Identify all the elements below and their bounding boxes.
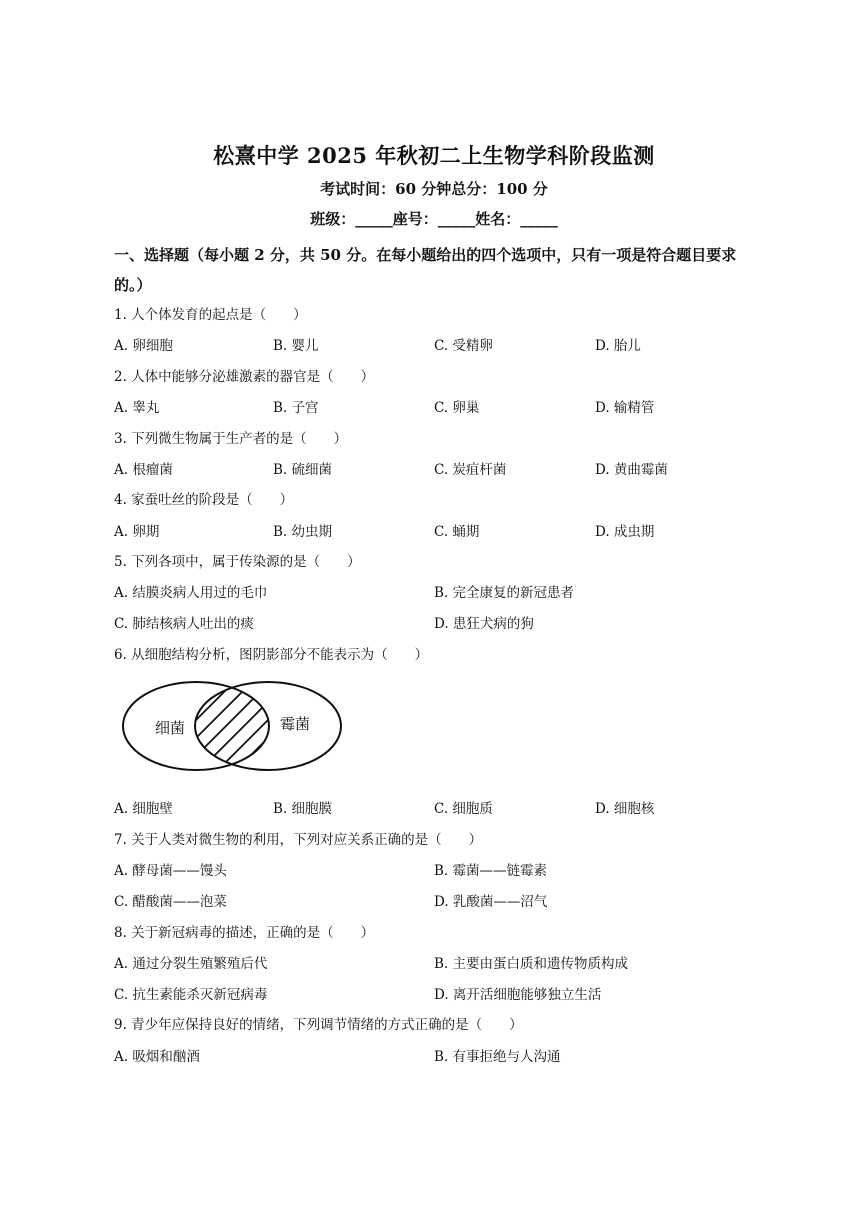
student-info-line: 班级：_____座号：_____姓名：_____: [310, 210, 558, 228]
option-a: A. 结膜炎病人用过的毛巾: [114, 585, 268, 601]
option-a: A. 细胞壁: [114, 801, 173, 817]
option-a: A. 酵母菌——馒头: [114, 863, 227, 879]
question-stem: 7. 关于人类对微生物的利用，下列对应关系正确的是（ ）: [114, 832, 483, 848]
option-a: A. 根瘤菌: [114, 462, 173, 478]
option-c: C. 细胞质: [434, 801, 493, 817]
option-a: A. 睾丸: [114, 400, 160, 416]
option-d: D. 乳酸菌——沼气: [434, 894, 548, 910]
option-c: C. 卵巢: [434, 400, 480, 416]
exam-time-score: 考试时间：60 分钟总分：100 分: [320, 180, 548, 198]
option-d: D. 黄曲霉菌: [595, 462, 668, 478]
question-stem: 3. 下列微生物属于生产者的是（ ）: [114, 431, 348, 447]
question-stem: 4. 家蚕吐丝的阶段是（ ）: [114, 492, 294, 508]
venn-left-label: 细菌: [155, 719, 186, 737]
option-a: A. 吸烟和酗酒: [114, 1049, 200, 1065]
option-b: B. 有事拒绝与人沟通: [434, 1049, 561, 1065]
option-b: B. 完全康复的新冠患者: [434, 585, 575, 601]
option-a: A. 卵细胞: [114, 338, 173, 354]
option-c: C. 炭疽杆菌: [434, 462, 507, 478]
option-b: B. 婴儿: [273, 338, 319, 354]
question-stem: 9. 青少年应保持良好的情绪，下列调节情绪的方式正确的是（ ）: [114, 1017, 523, 1033]
option-b: B. 子宫: [273, 400, 319, 416]
option-b: B. 幼虫期: [273, 524, 333, 540]
option-b: B. 主要由蛋白质和遗传物质构成: [434, 956, 629, 972]
question-stem: 2. 人体中能够分泌雄激素的器官是（ ）: [114, 369, 375, 385]
option-b: B. 硫细菌: [273, 462, 333, 478]
question-stem: 5. 下列各项中，属于传染源的是（ ）: [114, 554, 361, 570]
option-b: B. 细胞膜: [273, 801, 333, 817]
option-c: C. 醋酸菌——泡菜: [114, 894, 227, 910]
question-stem: 1. 人个体发育的起点是（ ）: [114, 307, 307, 323]
option-d: D. 输精管: [595, 400, 655, 416]
venn-right-label: 霉菌: [280, 715, 311, 733]
option-b: B. 霉菌——链霉素: [434, 863, 548, 879]
option-d: D. 细胞核: [595, 801, 655, 817]
option-d: D. 成虫期: [595, 524, 655, 540]
option-c: C. 蛹期: [434, 524, 480, 540]
venn-diagram: [118, 680, 348, 772]
option-c: C. 受精卵: [434, 338, 493, 354]
option-a: A. 卵期: [114, 524, 160, 540]
option-d: D. 患狂犬病的狗: [434, 616, 534, 632]
option-d: D. 离开活细胞能够独立生活: [434, 987, 602, 1003]
option-c: C. 肺结核病人吐出的痰: [114, 616, 254, 632]
section-heading: 一、选择题（每小题 2 分，共 50 分。在每小题给出的四个选项中，只有一项是符合题目要求的。）: [114, 246, 737, 294]
exam-title: 松熹中学 2025 年秋初二上生物学科阶段监测: [213, 143, 655, 168]
option-d: D. 胎儿: [595, 338, 641, 354]
option-a: A. 通过分裂生殖繁殖后代: [114, 956, 268, 972]
question-stem: 6. 从细胞结构分析，图阴影部分不能表示为（ ）: [114, 647, 429, 663]
question-stem: 8. 关于新冠病毒的描述，正确的是（ ）: [114, 925, 375, 941]
option-c: C. 抗生素能杀灭新冠病毒: [114, 987, 268, 1003]
